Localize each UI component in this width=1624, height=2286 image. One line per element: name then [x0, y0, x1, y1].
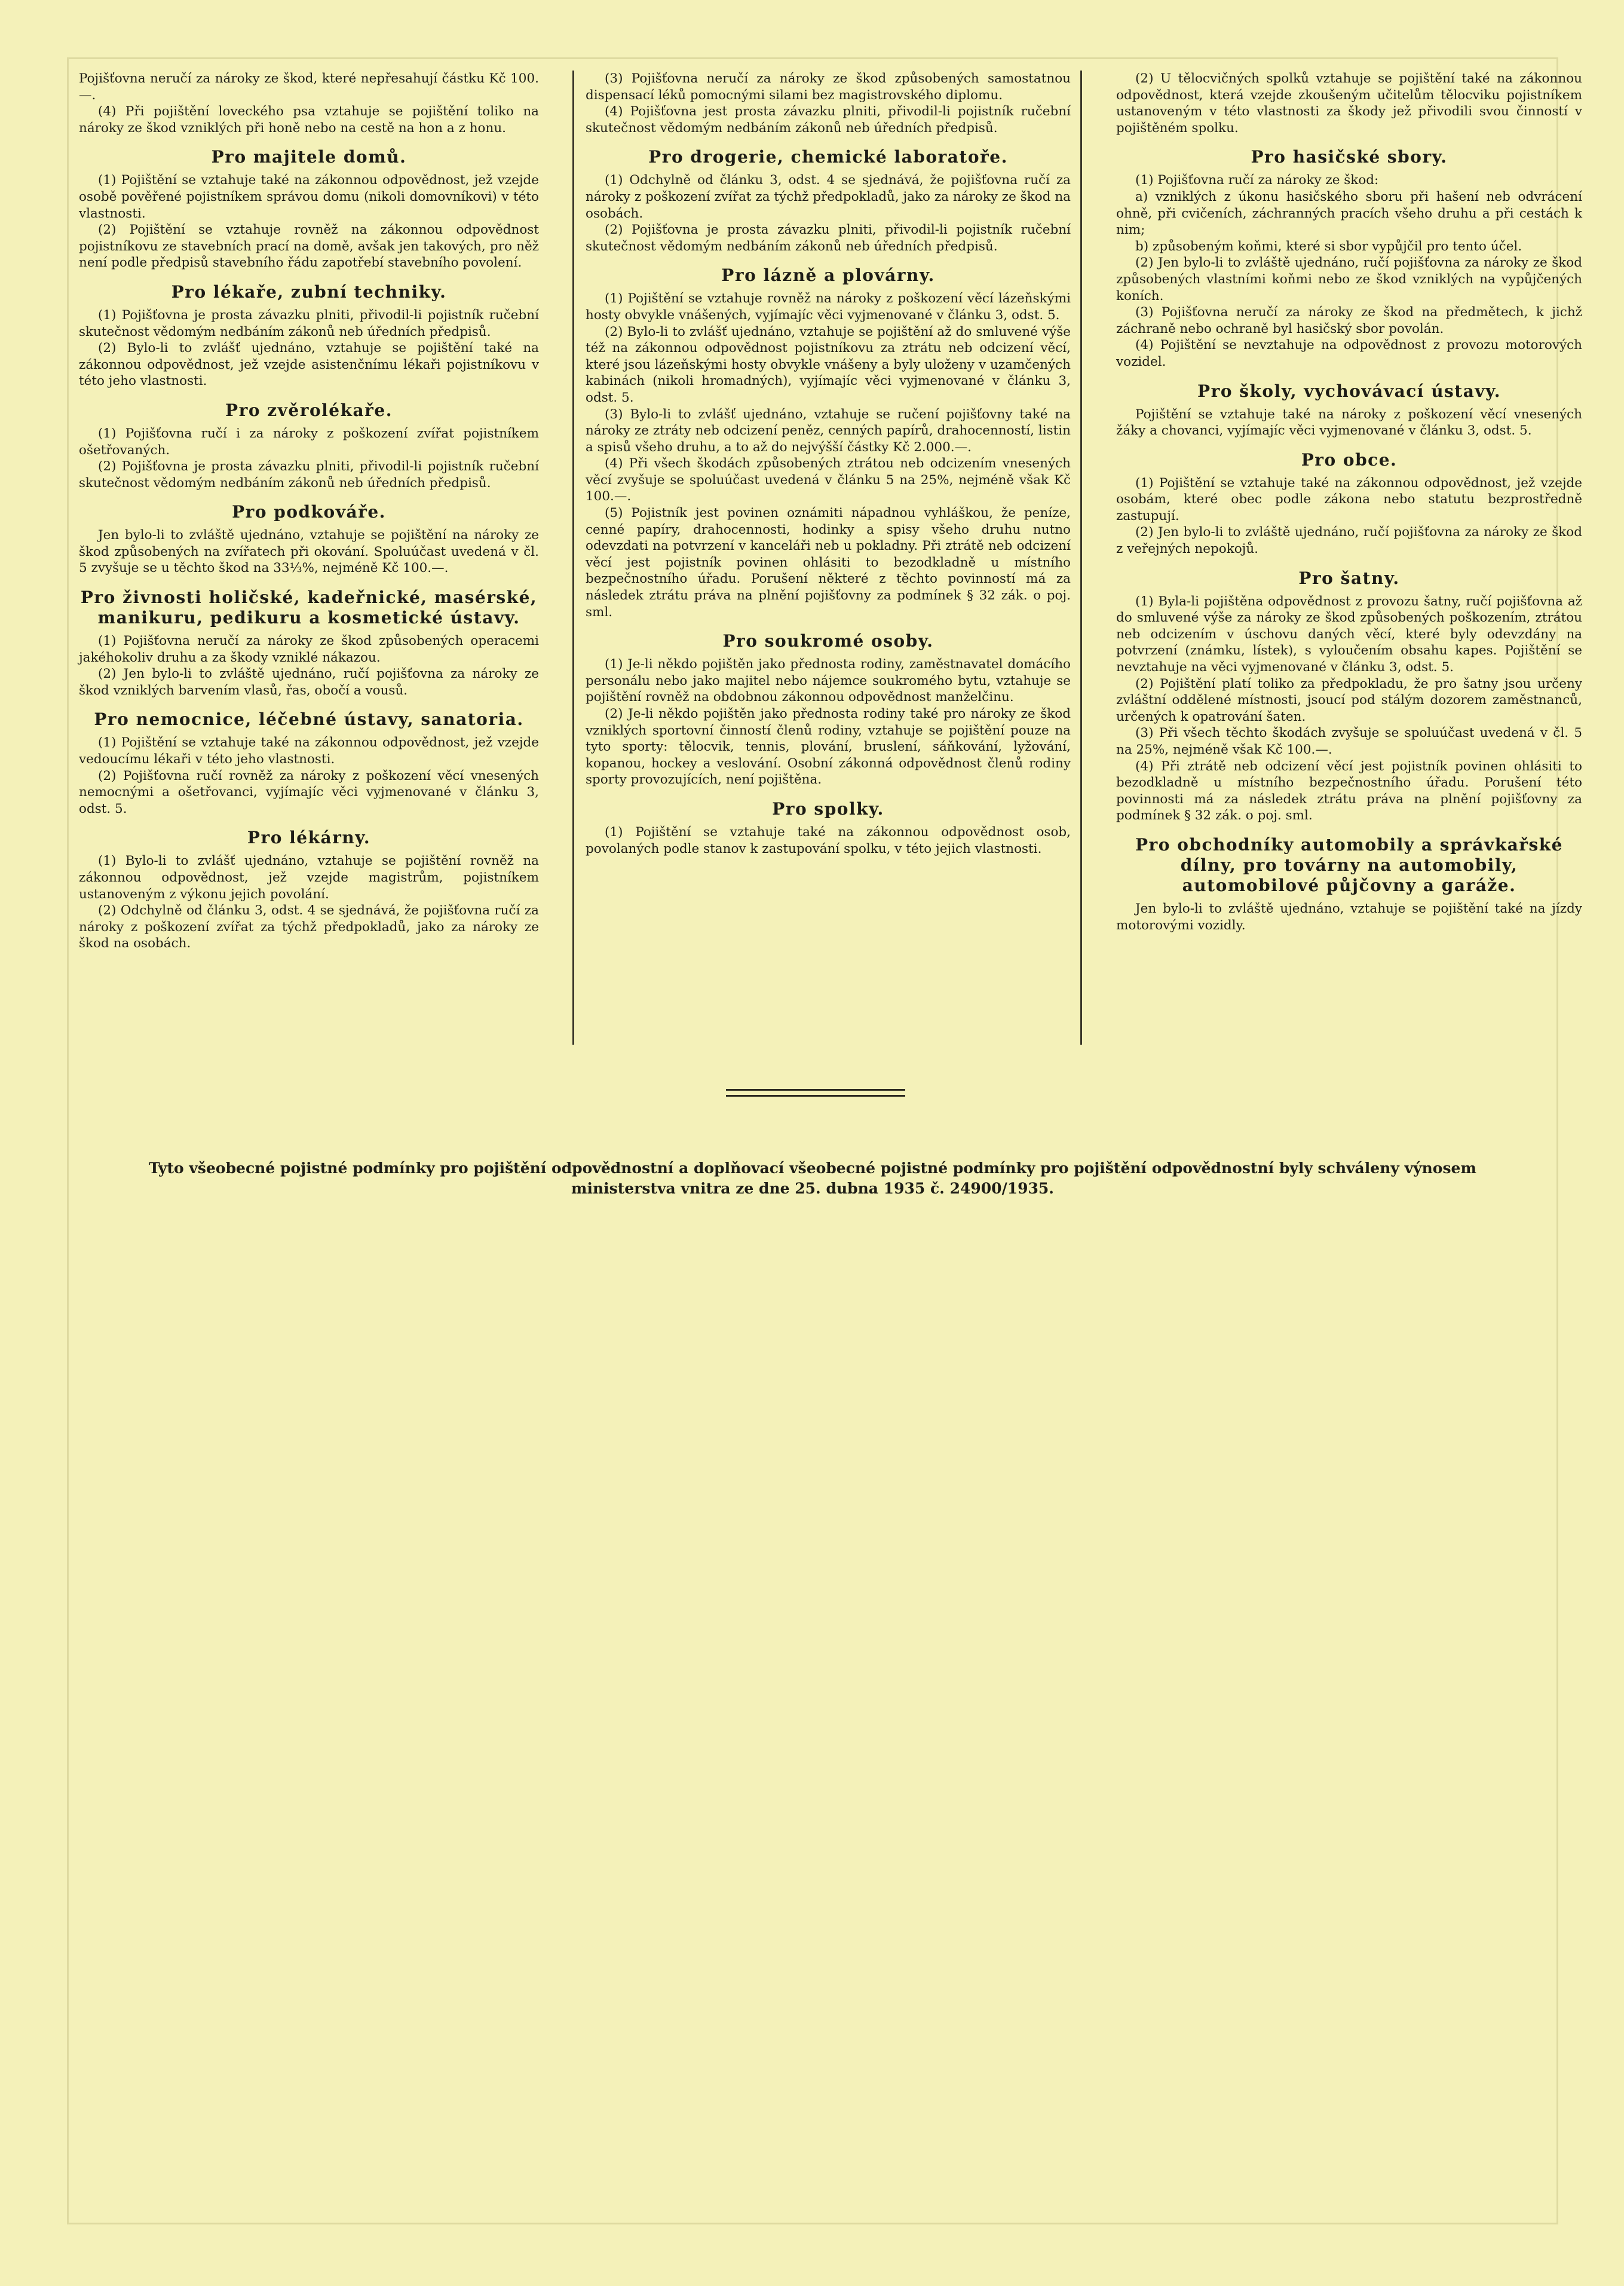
section-heading: Pro soukromé osoby. [722, 631, 934, 651]
section-heading: Pro spolky. [772, 798, 884, 819]
clause-paragraph: (1) Pojištění se vztahuje také na zákonnou odpovědnost, jež vzejde vedoucímu lékaři v této jeho vlastnosti. [79, 735, 539, 767]
clause-paragraph: (1) Pojištění se vztahuje také na zákonnou odpovědnost, jež vzejde osobám, které obec podle zákona nebo statutu bezprostředně zastupují. [1116, 475, 1582, 524]
clause-paragraph: (2) Pojišťovna je prosta závazku plniti, přivodil-li pojistník ručební skutečnost vědomým nedbáním zákonů neb úředních předpisů. [586, 222, 1071, 254]
clause-paragraph: (1) Bylo-li to zvlášť ujednáno, vztahuje se pojištění rovněž na zákonnou odpovědnost, jež vzejde magistrům, pojistníkem ustanoveným z výkonu jejich povolání. [79, 853, 539, 902]
clause-paragraph: (2) Bylo-li to zvlášť ujednáno, vztahuje se pojištění až do smluvené výše též na zákonnou odpovědnost pojistníkovu za ztrátu neb odcizení věcí, které jsou lázeňskými hosty obvykle vnášeny a byly uloženy v uzamčených kabinách (nikoli hromadných), vyjímajíc věci vyjmenované v článku 3, odst. 5. [586, 324, 1071, 405]
section-heading: Pro lékaře, zubní techniky. [171, 281, 447, 302]
clause-paragraph: (1) Pojišťovna je prosta závazku plniti, přivodil-li pojistník ručební skutečnost vědomým nedbáním zákonů neb úředních předpisů. [79, 307, 539, 339]
clause-paragraph: (2) Odchylně od článku 3, odst. 4 se sjednává, že pojišťovna ručí za nároky z poškození zvířat za týchž předpokladů, jako za nároky ze škod na osobách. [79, 903, 539, 951]
clause-paragraph: (1) Pojištění se vztahuje také na zákonnou odpovědnost osob, povolaných podle stanov k zastupování spolku, v této jejich vlastnosti. [586, 824, 1071, 856]
clause-paragraph: Pojišťovna neručí za nároky ze škod, které nepřesahují částku Kč 100.—. [79, 71, 539, 103]
clause-paragraph: Jen bylo-li to zvláště ujednáno, vztahuje se pojištění na nároky ze škod způsobených na zvířatech při okování. Spoluúčast uvedená v čl. 5 zvyšuje se u těchto škod na 33⅓%, nejméně Kč 100.—. [79, 528, 539, 576]
section-heading: Pro lékárny. [247, 828, 371, 848]
section-heading: Pro lázně a plovárny. [721, 265, 935, 286]
section-heading: Pro majitele domů. [211, 147, 407, 167]
clause-paragraph: (2) Bylo-li to zvlášť ujednáno, vztahuje se pojištění také na zákonnou odpovědnost, jež vzejde asistenčnímu lékaři pojistníkovu v této jeho vlastnosti. [79, 341, 539, 389]
section-heading: Pro drogerie, chemické laboratoře. [648, 147, 1008, 167]
section-heading: Pro živnosti holičské, kadeřnické, masérské, manikuru, pedikuru a kosmetické ústavy. [80, 587, 538, 628]
clause-paragraph: (1) Pojišťovna ručí i za nároky z poškození zvířat pojistníkem ošetřovaných. [79, 426, 539, 458]
clause-paragraph: (3) Bylo-li to zvlášť ujednáno, vztahuje se ručení pojišťovny také na nároky ze ztráty neb odcizení peněz, cenných papírů, drahocenností, listin a spisů všeho druhu, a to až do nejvýšší částky Kč 2.000.—. [586, 406, 1071, 455]
clause-paragraph: (4) Pojišťovna jest prosta závazku plniti, přivodil-li pojistník ručební skutečnost vědomým nedbáním zákonů neb úředních předpisů. [586, 104, 1071, 136]
clause-paragraph: (1) Pojištění se vztahuje také na zákonnou odpovědnost, jež vzejde osobě pověřené pojistníkem správou domu (nikoli domovníkovi) v této vlastnosti. [79, 173, 539, 221]
clause-paragraph: (1) Pojišťovna neručí za nároky ze škod způsobených operacemi jakéhokoliv druhu a za škody vzniklé nákazou. [79, 634, 539, 665]
clause-paragraph: (3) Pojišťovna neručí za nároky ze škod způsobených samostatnou dispensací léků pomocnými silami bez magistrovského diplomu. [586, 71, 1071, 103]
section-heading: Pro obce. [1301, 449, 1398, 470]
clause-paragraph: (4) Pojištění se nevztahuje na odpovědnost z provozu motorových vozidel. [1116, 338, 1582, 369]
text-column-right [1116, 71, 1582, 934]
section-heading: Pro hasičské sbory. [1251, 147, 1448, 167]
clause-paragraph: (1) Byla-li pojištěna odpovědnost z provozu šatny, ručí pojišťovna až do smluvené výše za nároky ze škod způsobených poškozením, ztrátou neb odcizením v úschovu daných věcí, které byly odevzdány na potvrzení (známku, lístek), s vyloučením obsahu kapes. Pojištění se nevztahuje na věci vyjmenované v článku 3, odst. 5. [1116, 593, 1582, 675]
section-heading: Pro školy, vychovávací ústavy. [1197, 381, 1501, 401]
separator-rule [726, 1089, 905, 1091]
section-heading: Pro šatny. [1298, 568, 1400, 588]
clause-paragraph: (1) Pojišťovna ručí za nároky ze škod: [1135, 173, 1379, 188]
clause-paragraph: (4) Při všech škodách způsobených ztrátou neb odcizením vnesených věcí zvyšuje se spoluúčast uvedená v článku 5 na 25%, nejméně však Kč 100.—. [586, 456, 1071, 504]
clause-paragraph: (3) Pojišťovna neručí za nároky ze škod na předmětech, k jichž záchraně nebo ochraně byl hasičský sbor povolán. [1116, 305, 1582, 336]
clause-paragraph: (1) Je-li někdo pojištěn jako přednosta rodiny, zaměstnavatel domácího personálu nebo jako majitel nebo nájemce soukromého bytu, vztahuje se pojištění rovněž na obdobnou zákonnou odpovědnost manželčinu. [586, 657, 1071, 705]
approval-note: Tyto všeobecné pojistné podmínky pro pojištění odpovědnostní a doplňovací všeobecné pojistné podmínky pro pojištění odpovědnostní byly schváleny výnosem ministerstva vnitra ze dne 25. dubna 1935 č. 24900/1935. [149, 1159, 1476, 1197]
clause-paragraph: (2) Jen bylo-li to zvláště ujednáno, ručí pojišťovna za nároky ze škod vzniklých barvením vlasů, řas, obočí a vousů. [79, 666, 539, 698]
section-heading: Pro zvěrolékaře. [225, 400, 393, 420]
column-divider [1080, 71, 1082, 1045]
clause-paragraph: (4) Při ztrátě neb odcizení věcí jest pojistník povinen ohlásiti to bezodkladně u místního bezpečnostního úřadu. Porušení této povinnosti má za následek ztrátu práva na plnění pojišťovny za podmínek § 32 zák. o poj. sml. [1116, 758, 1582, 824]
clause-paragraph: (2) Pojištění se vztahuje rovněž na zákonnou odpovědnost pojistníkovu ze stavebních prací na domě, avšak jen takových, pro něž není podle předpisů stavebního řádu zapotřebí stavebního povolení. [79, 222, 539, 271]
section-heading: Pro obchodníky automobily a správkařské dílny, pro továrny na automobily, automobilové půjčovny a garáže. [1135, 834, 1563, 895]
text-column-middle [586, 71, 1071, 857]
clause-paragraph: (2) Pojišťovna ručí rovněž za nároky z poškození věcí vnesených nemocnými a ošetřovanci, vyjímajíc věci vyjmenované v článku 3, odst. 5. [79, 768, 539, 816]
column-divider [572, 71, 574, 1045]
clause-paragraph: Jen bylo-li to zvláště ujednáno, vztahuje se pojištění také na jízdy motorovými vozidly. [1116, 901, 1582, 933]
clause-paragraph: (4) Při pojištění loveckého psa vztahuje se pojištění toliko na nároky ze škod vzniklých při honě nebo na cestě na hon a z honu. [79, 104, 539, 136]
clause-paragraph: (3) Při všech těchto škodách zvyšuje se spoluúčast uvedená v čl. 5 na 25%, nejméně však Kč 100.—. [1116, 726, 1582, 757]
clause-paragraph: (1) Pojištění se vztahuje rovněž na nároky z poškození věcí lázeňskými hosty obvykle vnášených, vyjímajíc věci vyjmenované v článku 3, odst. 5. [586, 291, 1071, 323]
clause-paragraph: (5) Pojistník jest povinen oznámiti nápadnou vyhláškou, že peníze, cenné papíry, drahocennosti, hodinky a spisy všeho druhu nutno odevzdati na potvrzení v kanceláři neb u pokladny. Při ztrátě neb odcizení věcí jest pojistník povinen ohlásiti to bezodkladně u místního bezpečnostního úřadu. Porušení některé z těchto povinností má za následek ztrátu práva na plnění pojišťovny za podmínek § 32 zák. o poj. sml. [586, 506, 1071, 620]
clause-paragraph: (2) Pojištění platí toliko za předpokladu, že pro šatny jsou určeny zvláštní oddělené místnosti, jsoucí pod stálým dozorem zaměstnanců, určených k opatrování šaten. [1116, 676, 1582, 724]
clause-paragraph: (2) Jen bylo-li to zvláště ujednáno, ručí pojišťovna za nároky ze škod způsobených vlastními koňmi nebo ze škod vzniklých na vypůjčených koních. [1116, 255, 1582, 304]
separator-rule [726, 1095, 905, 1097]
clause-paragraph: (2) U tělocvičných spolků vztahuje se pojištění také na zákonnou odpovědnost, která vzejde zkoušeným učitelům tělocviku pojistníkem ustanoveným v této vlastnosti za škody jež přivodili svou činností v pojištěném spolku. [1116, 71, 1582, 136]
text-column-left [79, 71, 539, 952]
clause-paragraph: b) způsobeným koňmi, které si sbor vypůjčil pro tento účel. [1135, 238, 1522, 254]
section-heading: Pro nemocnice, léčebné ústavy, sanatoria. [94, 709, 524, 730]
clause-paragraph: Pojištění se vztahuje také na nároky z poškození věcí vnesených žáky a chovanci, vyjímajíc věci vyjmenované v článku 3, odst. 5. [1116, 406, 1582, 439]
clause-paragraph: a) vzniklých z úkonu hasičského sboru při hašení neb odvrácení ohně, při cvičeních, záchranných pracích všeho druhu a při cestách k nim; [1116, 189, 1582, 238]
section-heading: Pro podkováře. [232, 502, 386, 522]
clause-paragraph: (2) Jen bylo-li to zvláště ujednáno, ručí pojišťovna za nároky ze škod z veřejných nepokojů. [1116, 525, 1582, 557]
clause-paragraph: (1) Odchylně od článku 3, odst. 4 se sjednává, že pojišťovna ručí za nároky z poškození zvířat za týchž předpokladů, jako za nároky ze škod na osobách. [586, 173, 1071, 221]
clause-paragraph: (2) Je-li někdo pojištěn jako přednosta rodiny také pro nároky ze škod vzniklých sportovní činností členů rodiny, vztahuje se pojištění pouze na tyto sporty: tělocvik, tennis, plování, bruslení, sáňkování, lyžování, kopanou, hockey a veslování. Osobní zákonná odpovědnost členů rodiny sporty provozujících, není pojištěna. [586, 706, 1071, 788]
clause-paragraph: (2) Pojišťovna je prosta závazku plniti, přivodil-li pojistník ručební skutečnost vědomým nedbáním zákonů neb úředních předpisů. [79, 459, 539, 491]
